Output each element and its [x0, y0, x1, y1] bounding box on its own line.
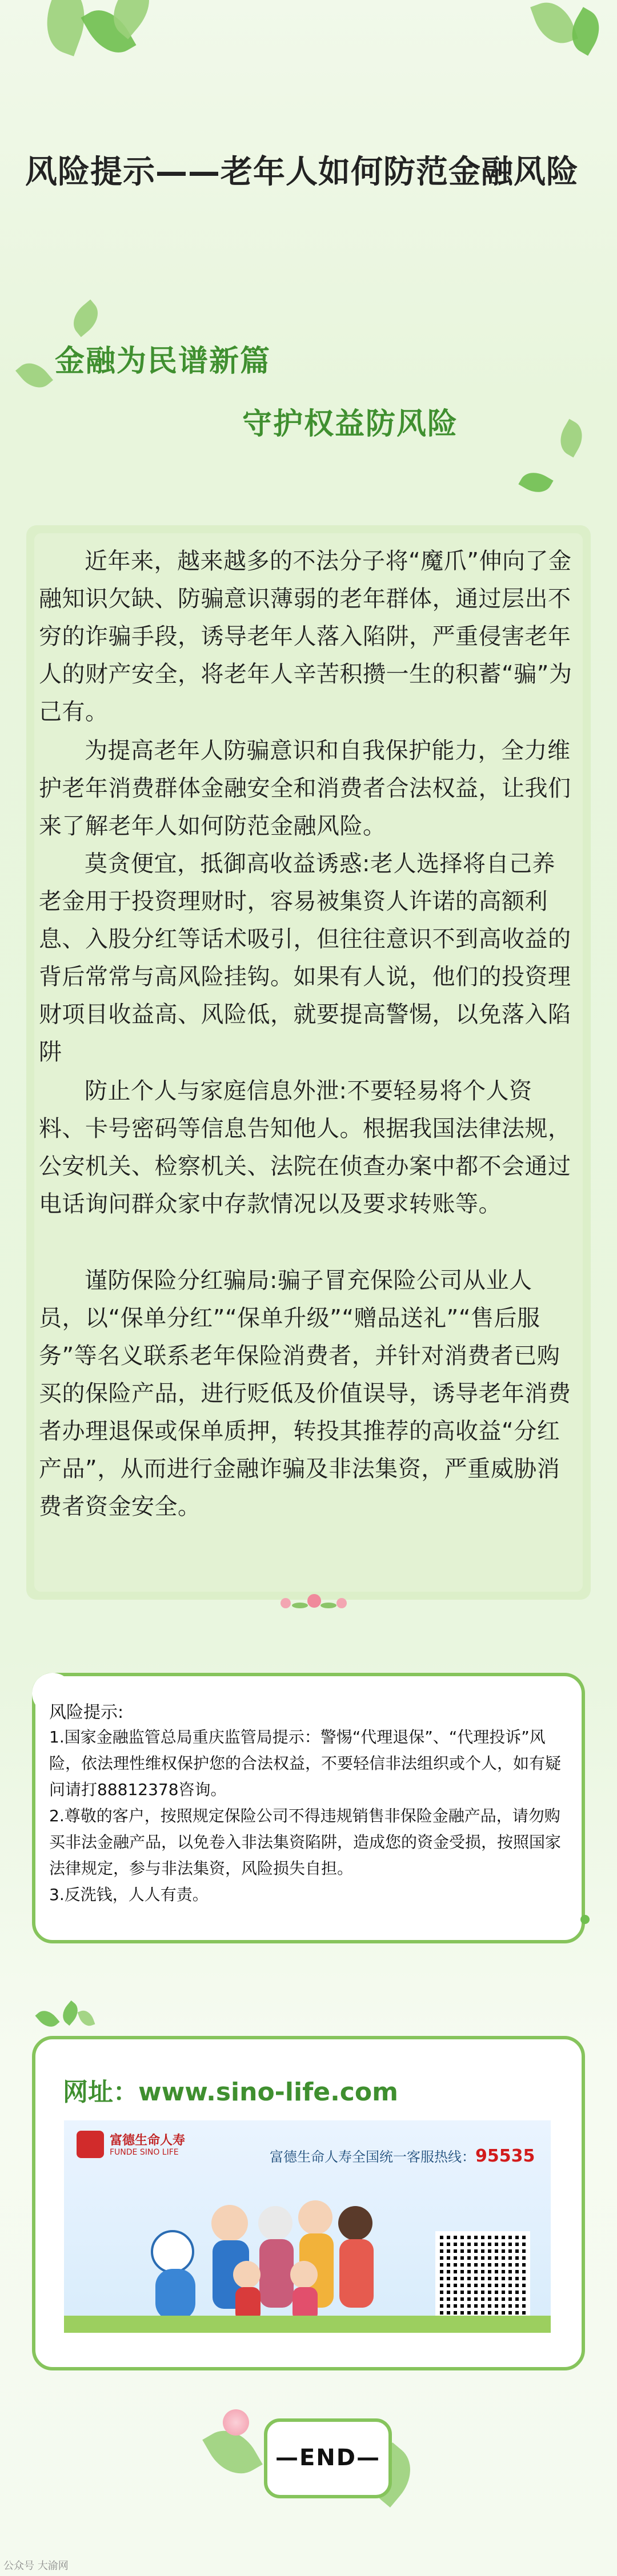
paragraph: 防止个人与家庭信息外泄:不要轻易将个人资料、卡号密码等信息告知他人。根据我国法律法规，公安机关、检察机关、法院在侦查办案中都不会通过电话询问群众家中存款情况以及要求转账等。 — [39, 1078, 571, 1217]
company-logo-subtext: FUNDE SINO LIFE — [110, 2148, 179, 2157]
company-logo-icon — [77, 2131, 104, 2158]
dot-decoration — [580, 1915, 590, 1924]
lotus-flower-icon — [223, 2409, 249, 2436]
risk-notice-heading: 风险提示: — [49, 1702, 124, 1722]
paragraph: 近年来，越来越多的不法分子将“魔爪”伸向了金融知识欠缺、防骗意识薄弱的老年群体，通过层出不穷的诈骗手段，诱导老年人落入陷阱，严重侵害老年人的财产安全，将老年人辛苦积攒一生的积蓄“骗”为己有。 — [39, 548, 572, 725]
risk-item: 3.反洗钱，人人有责。 — [49, 1885, 209, 1904]
grass-decoration — [64, 2316, 551, 2333]
sprout-icon — [78, 2008, 95, 2028]
qr-code[interactable] — [435, 2231, 530, 2326]
risk-item: 2.尊敬的客户，按照规定保险公司不得违规销售非保险金融产品，请勿购买非法金融产品，以免卷入非法集资陷阱，造成您的资金受损，按照国家法律规定，参与非法集资，风险损失自担。 — [49, 1806, 562, 1878]
leaf-decoration — [530, 0, 578, 50]
hotline — [270, 2146, 535, 2166]
leaf-decoration — [518, 466, 553, 498]
leaf-decoration — [15, 356, 53, 395]
hotline-label: 富德生命人寿全国统一客服热线： — [270, 2149, 475, 2165]
leaf-decoration — [554, 419, 589, 458]
hotline-number: 95535 — [475, 2146, 535, 2166]
paragraph: 为提高老年人防骗意识和自我保护能力，全力维护老年消费群体金融安全和消费者合法权益，让我们来了解老年人如何防范金融风险。 — [39, 738, 571, 839]
subtitle-line-1: 金融为民谱新篇 — [55, 344, 271, 379]
family-illustration — [133, 2183, 395, 2332]
risk-item: 1.国家金融监管总局重庆监管局提示：警惕“代理退保”、“代理投诉”风险，依法理性维权保护您的合法权益，不要轻信非法组织或个人，如有疑问请打88812378咨询。 — [49, 1728, 562, 1799]
flower-decoration — [269, 1591, 360, 1613]
footer-watermark: 公众号 大渝网 — [3, 2560, 69, 2572]
sprout-icon — [35, 2006, 59, 2031]
leaf-decoration — [66, 300, 105, 337]
page-title: 风险提示——老年人如何防范金融风险 — [25, 154, 579, 191]
paragraph: 莫贪便宜，抵御高收益诱惑:老人选择将自己养老金用于投资理财时，容易被集资人许诺的高额利息、入股分红等话术吸引，但往往意识不到高收益的背后常常与高风险挂钩。如果有人说，他们的投资理财项目收益高、风险低，就要提高警惕，以免落入陷阱 — [39, 851, 571, 1065]
company-logo-text: 富德生命人寿 — [110, 2134, 186, 2148]
paragraph: 谨防保险分红骗局:骗子冒充保险公司从业人员，以“保单分红”“保单升级”“赠品送礼”“售后服务”等名义联系老年保险消费者，并针对消费者已购买的保险产品，进行贬低及价值误导，诱导老年消费者办理退保或保单质押，转投其推荐的高收益“分红产品”，从而进行金融诈骗及非法集资，严重威胁消费者资金安全。 — [39, 1267, 571, 1520]
company-banner — [64, 2120, 551, 2333]
website-url[interactable]: 网址：www.sino-life.com — [63, 2078, 398, 2107]
risk-notice-list — [49, 1724, 563, 1908]
subtitle-line-2: 守护权益防风险 — [242, 407, 459, 441]
end-label: —END— — [275, 2445, 380, 2471]
